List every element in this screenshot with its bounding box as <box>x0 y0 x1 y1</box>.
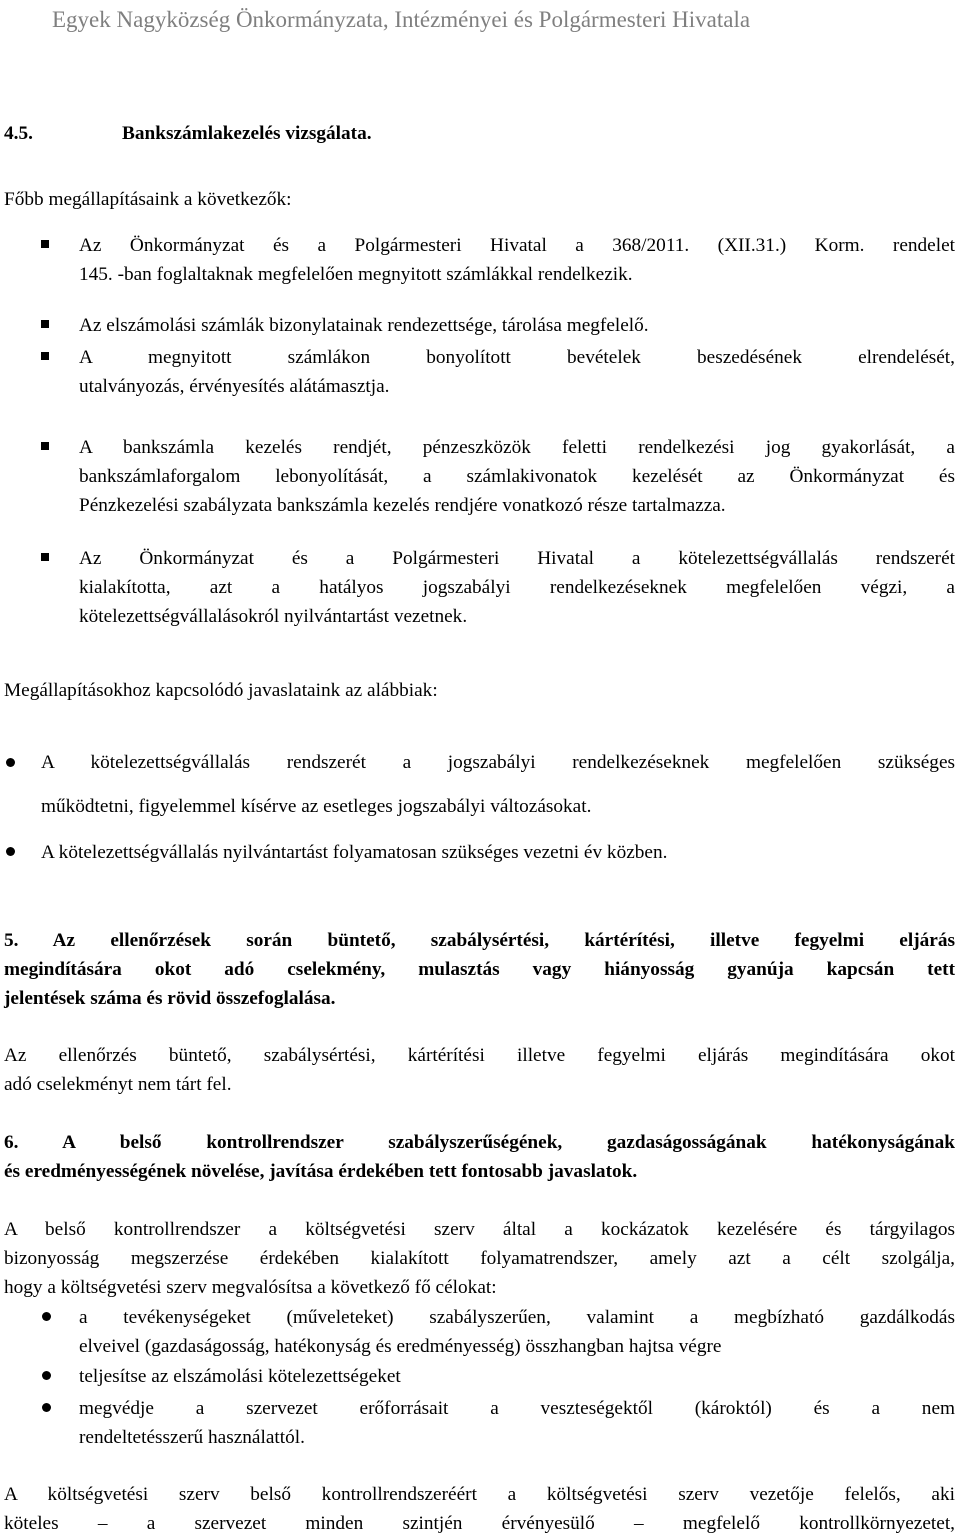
closing-line-1: A költségvetési szerv belső kontrollrendszeréért a költségvetési szerv vezetője felelős, aki <box>4 1484 955 1505</box>
round-bullet-icon <box>42 1371 51 1380</box>
section-6-title-line-2: és eredményességének növelése, javítása érdekében tett fontosabb javaslatok. <box>4 1161 638 1182</box>
finding-5-line-3: kötelezettségvállalásokról nyilvántartást vezetnek. <box>79 606 468 627</box>
document-header: Egyek Nagyközség Önkormányzata, Intézményei és Polgármesteri Hivatala <box>52 7 751 32</box>
section-5-title-line-3: jelentések száma és rövid összefoglalása. <box>4 988 336 1009</box>
square-bullet-icon <box>41 553 49 561</box>
section-6-body-line-1: A belső kontrollrendszer a költségvetési szerv által a kockázatok kezelésére és tárgyilagos <box>4 1219 955 1240</box>
finding-2-line-1: Az elszámolási számlák bizonylatainak rendezettsége, tárolása megfelelő. <box>79 315 649 336</box>
recommendation-2-line-1: A kötelezettségvállalás nyilvántartást folyamatosan szükséges vezetni év közben. <box>41 842 668 863</box>
round-bullet-icon <box>42 1403 51 1412</box>
finding-3-line-1: A megnyitott számlákon bonyolított bevételek beszedésének elrendelését, <box>79 347 955 368</box>
goal-3-line-1: megvédje a szervezet erőforrásait a veszteségektől (károktól) és a nem <box>79 1398 955 1419</box>
square-bullet-icon <box>41 442 49 450</box>
finding-4-line-1: A bankszámla kezelés rendjét, pénzeszközök feletti rendelkezési jog gyakorlását, a <box>79 437 955 458</box>
round-bullet-icon <box>42 1312 51 1321</box>
square-bullet-icon <box>41 352 49 360</box>
finding-1-line-1: Az Önkormányzat és a Polgármesteri Hivatal a 368/2011. (XII.31.) Korm. rendelet <box>79 235 955 256</box>
finding-5-line-2: kialakította, azt a hatályos jogszabályi rendelkezéseknek megfelelően végzi, a <box>79 577 955 598</box>
goal-1-line-2: elveivel (gazdaságosság, hatékonyság és eredményesség) összhangban hajtsa végre <box>79 1336 722 1357</box>
round-bullet-icon <box>6 758 15 767</box>
section-6-body-line-2: bizonyosság megszerzése érdekében kialakított folyamatrendszer, amely azt a célt szolgálja, <box>4 1248 955 1269</box>
square-bullet-icon <box>41 320 49 328</box>
goal-3-line-2: rendeltetésszerű használattól. <box>79 1427 305 1448</box>
section-6-title-line-1: 6. A belső kontrollrendszer szabályszerűségének, gazdaságosságának hatékonyságának <box>4 1132 955 1153</box>
goal-1-line-1: a tevékenységeket (műveleteket) szabályszerűen, valamint a megbízható gazdálkodás <box>79 1307 955 1328</box>
goal-2-line-1: teljesítse az elszámolási kötelezettségeket <box>79 1366 401 1387</box>
square-bullet-icon <box>41 240 49 248</box>
recommendation-1-line-2: működtetni, figyelemmel kísérve az esetleges jogszabályi változásokat. <box>41 796 592 817</box>
section-5-body-line-2: adó cselekményt nem tárt fel. <box>4 1074 232 1095</box>
closing-line-2: köteles – a szervezet minden szintjén érvényesülő – megfelelő kontrollkörnyezetet, <box>4 1513 955 1534</box>
recommendation-1-line-1: A kötelezettségvállalás rendszerét a jogszabályi rendelkezéseknek megfelelően szükséges <box>41 752 955 773</box>
section-5-title-line-1: 5. Az ellenőrzések során büntető, szabálysértési, kártérítési, illetve fegyelmi eljárás <box>4 930 955 951</box>
section-6-body-line-3: hogy a költségvetési szerv megvalósítsa a következő fő célokat: <box>4 1277 497 1298</box>
section-5-title-line-2: megindítására okot adó cselekmény, mulasztás vagy hiányosság gyanúja kapcsán tett <box>4 959 955 980</box>
recommendations-intro: Megállapításokhoz kapcsolódó javaslataink az alábbiak: <box>4 680 438 701</box>
section-title: Bankszámlakezelés vizsgálata. <box>122 123 372 144</box>
finding-4-line-3: Pénzkezelési szabályzata bankszámla kezelés rendjére vonatkozó része tartalmazza. <box>79 495 726 516</box>
finding-1-line-2: 145. -ban foglaltaknak megfelelően megnyitott számlákkal rendelkezik. <box>79 264 633 285</box>
section-number: 4.5. <box>4 123 33 144</box>
section-5-body-line-1: Az ellenőrzés büntető, szabálysértési, kártérítési illetve fegyelmi eljárás megindítására okot <box>4 1045 955 1066</box>
finding-4-line-2: bankszámlaforgalom lebonyolítását, a számlakivonatok kezelését az Önkormányzat és <box>79 466 955 487</box>
findings-intro: Főbb megállapításaink a következők: <box>4 189 292 210</box>
finding-3-line-2: utalványozás, érvényesítés alátámasztja. <box>79 376 390 397</box>
round-bullet-icon <box>6 847 15 856</box>
finding-5-line-1: Az Önkormányzat és a Polgármesteri Hivatal a kötelezettségvállalás rendszerét <box>79 548 955 569</box>
